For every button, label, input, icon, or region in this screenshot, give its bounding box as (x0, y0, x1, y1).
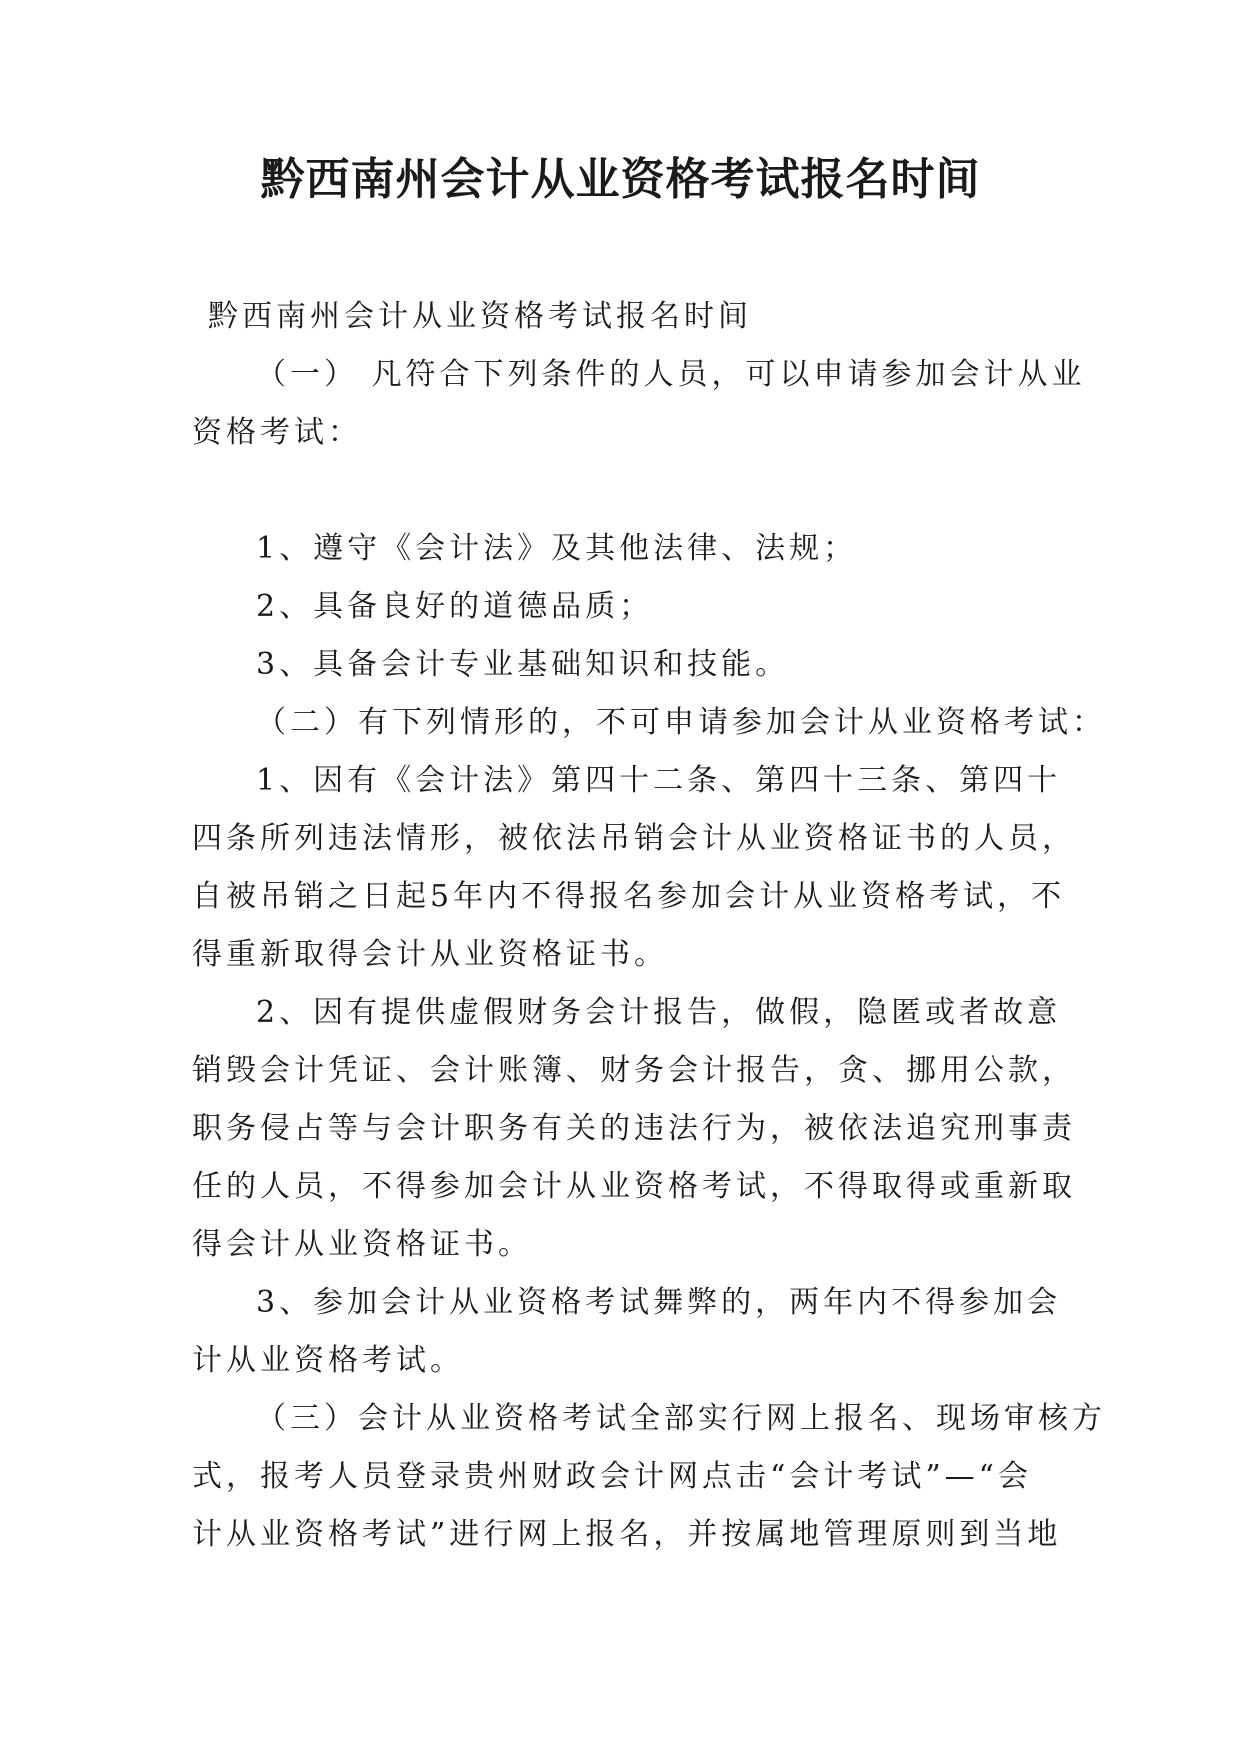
exclusion-item-1-cont: 四条所列违法情形，被依法吊销会计从业资格证书的人员， (192, 821, 1076, 856)
exclusion-item-1-cont: 自被吊销之日起5年内不得报名参加会计从业资格考试，不 (192, 879, 1066, 914)
section-2-heading: （二）有下列情形的，不可申请参加会计从业资格考试： (256, 705, 1106, 740)
document-body (192, 288, 1106, 1564)
section-1-heading: （一） 凡符合下列条件的人员，可以申请参加会计从业 (256, 357, 1086, 392)
exclusion-item-2: 2、因有提供虚假财务会计报告，做假，隐匿或者故意 (256, 995, 1062, 1030)
exclusion-item-2-cont: 得会计从业资格证书。 (192, 1227, 532, 1262)
exclusion-item-1-cont: 得重新取得会计从业资格证书。 (192, 937, 668, 972)
exclusion-item-1: 1、因有《会计法》第四十二条、第四十三条、第四十 (256, 763, 1062, 798)
exclusion-item-2-cont: 销毁会计凭证、会计账簿、财务会计报告，贪、挪用公款， (192, 1053, 1076, 1088)
section-3-cont: 计从业资格考试”进行网上报名，并按属地管理原则到当地 (192, 1517, 1062, 1552)
section-3-cont: 式，报考人员登录贵州财政会计网点击“会计考试”—“会 (192, 1459, 1033, 1494)
exclusion-item-2-cont: 职务侵占等与会计职务有关的违法行为，被依法追究刑事责 (192, 1111, 1076, 1146)
section-3-heading: （三）会计从业资格考试全部实行网上报名、现场审核方 (256, 1401, 1106, 1436)
condition-item-2: 2、具备良好的道德品质； (256, 589, 654, 624)
paragraph-gap (192, 462, 1050, 520)
exclusion-item-3: 3、参加会计从业资格考试舞弊的，两年内不得参加会 (256, 1285, 1062, 1320)
exclusion-item-2-cont: 任的人员，不得参加会计从业资格考试，不得取得或重新取 (192, 1169, 1076, 1204)
condition-item-3: 3、具备会计专业基础知识和技能。 (256, 647, 790, 682)
section-1-heading-cont: 资格考试： (192, 415, 362, 450)
body-line-subtitle: 黔西南州会计从业资格考试报名时间 (208, 299, 752, 334)
condition-item-1: 1、遵守《会计法》及其他法律、法规； (256, 531, 858, 566)
exclusion-item-3-cont: 计从业资格考试。 (192, 1343, 464, 1378)
page-title: 黔西南州会计从业资格考试报名时间 (260, 154, 981, 205)
